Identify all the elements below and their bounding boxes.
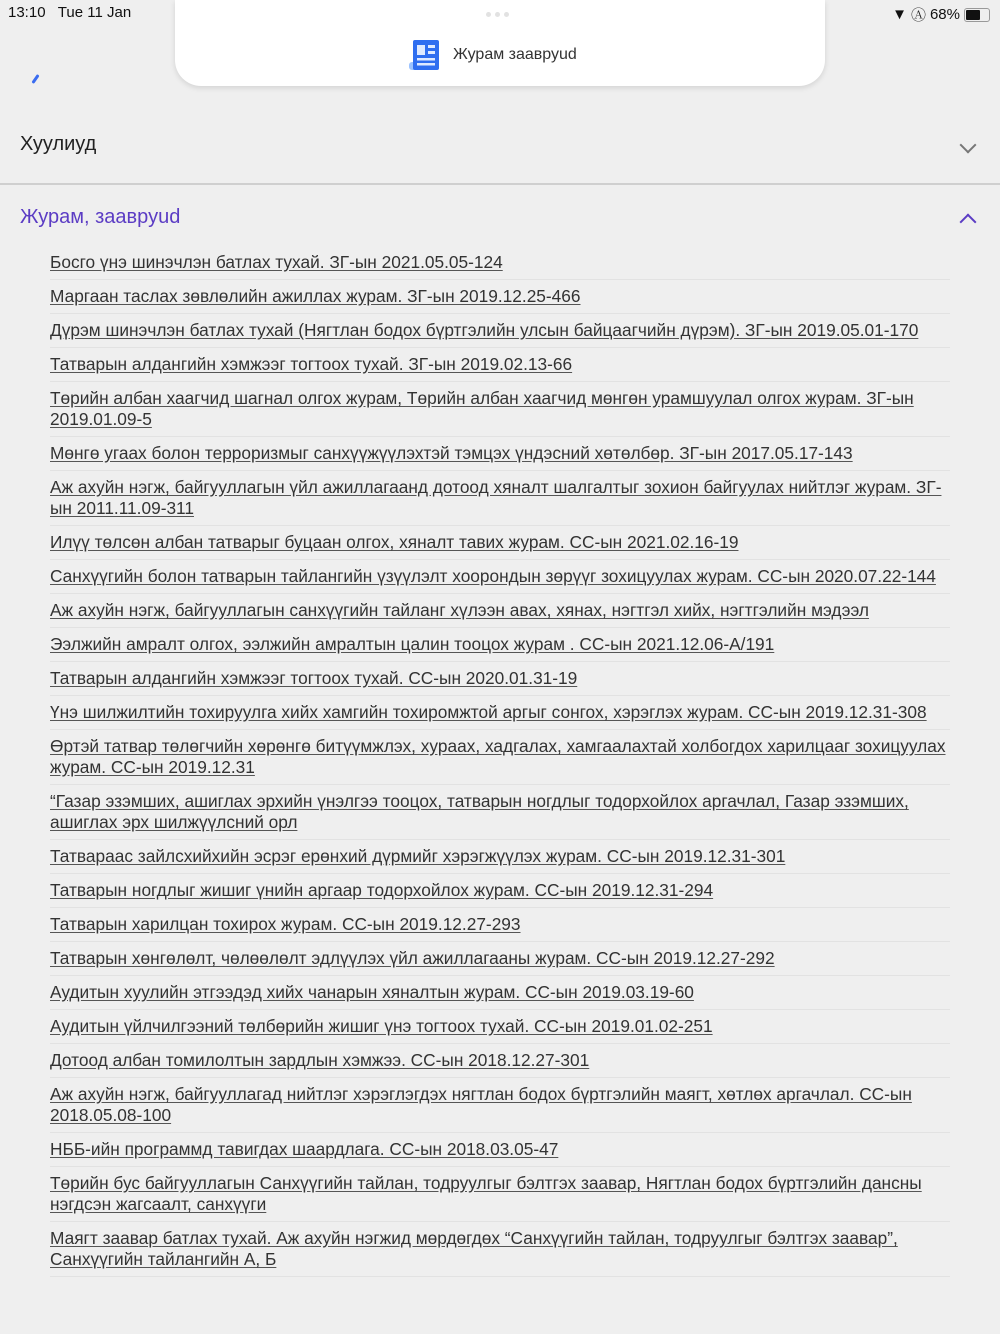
- battery-fill: [966, 10, 980, 20]
- regulation-link[interactable]: Татварын алдангийн хэмжээг тогтоох тухай. СС-ын 2020.01.31-19: [50, 668, 578, 688]
- regulation-link[interactable]: “Газар эзэмших, ашиглах эрхийн үнэлгээ тооцох, татварын ногдлыг тодорхойлох аргачлал, Газар эзэмших, ашиглах эрх шилжүүлсний орл: [50, 791, 909, 832]
- list-item: [50, 1044, 950, 1078]
- list-item: [50, 662, 950, 696]
- list-item: [50, 1222, 950, 1277]
- list-item: [50, 314, 950, 348]
- list-item: [50, 628, 950, 662]
- list-item: [50, 437, 950, 471]
- wifi-icon: ▼: [892, 6, 907, 23]
- chevron-down-icon: [960, 136, 977, 153]
- section-regulations[interactable]: [0, 206, 1000, 229]
- regulation-link[interactable]: Маргаан таслах зөвлөлийн ажиллах журам. ЗГ-ын 2019.12.25-466: [50, 286, 581, 306]
- status-right: [892, 4, 990, 25]
- list-item: [50, 942, 950, 976]
- list-item: [50, 560, 950, 594]
- list-item: [50, 246, 950, 280]
- list-item: [50, 526, 950, 560]
- app-header-card: [175, 0, 825, 86]
- list-item: [50, 280, 950, 314]
- app-title: [407, 38, 577, 72]
- status-time: 13:10: [8, 4, 46, 21]
- section-laws-title: Хуулиуд: [20, 133, 97, 155]
- regulations-list: [50, 246, 950, 1277]
- list-item: [50, 874, 950, 908]
- document-icon: [407, 38, 441, 72]
- regulation-link[interactable]: Төрийн албан хаагчид шагнал олгох журам, Төрийн албан хаагчид мөнгөн урамшуулал олгох журам. ЗГ-ын 2019.01.09-5: [50, 388, 914, 429]
- app-title-text: Журам заавруud: [453, 46, 577, 63]
- regulation-link[interactable]: Татварын хөнгөлөлт, чөлөөлөлт эдлүүлэх үйл ажиллагааны журам. СС-ын 2019.12.27-292: [50, 948, 775, 968]
- regulation-link[interactable]: Аж ахуйн нэгж, байгууллагад нийтлэг хэрэглэгдэх нягтлан бодох бүртгэлийн маягт, хөтлөх аргачлал. СС-ын 2018.05.08-100: [50, 1084, 912, 1125]
- regulation-link[interactable]: Татварын алдангийн хэмжээг тогтоох тухай. ЗГ-ын 2019.02.13-66: [50, 354, 573, 374]
- section-laws[interactable]: [0, 133, 1000, 156]
- chevron-up-icon: [960, 213, 977, 230]
- back-icon[interactable]: [31, 74, 39, 84]
- regulation-link[interactable]: Татварын харилцан тохирох журам. СС-ын 2019.12.27-293: [50, 914, 521, 934]
- list-item: [50, 908, 950, 942]
- regulation-link[interactable]: Дүрэм шинэчлэн батлах тухай (Нягтлан бодох бүртгэлийн улсын байцаагчийн дүрэм). ЗГ-ын 2019.05.01-170: [50, 320, 919, 340]
- list-item: [50, 1133, 950, 1167]
- status-date: Tue 11 Jan: [57, 4, 132, 21]
- list-item: [50, 696, 950, 730]
- list-item: [50, 382, 950, 437]
- list-item: [50, 348, 950, 382]
- regulation-link[interactable]: Дотоод албан томилолтын зардлын хэмжээ. СС-ын 2018.12.27-301: [50, 1050, 590, 1070]
- section-regulations-title: Журам, заавруud: [20, 206, 181, 228]
- regulation-link[interactable]: Санхүүгийн болон татварын тайлангийн үзүүлэлт хоорондын зөрүүг зохицуулах журам. СС-ын 2020.07.22-144: [50, 566, 936, 586]
- list-item: [50, 1010, 950, 1044]
- battery-icon: [964, 8, 990, 22]
- regulation-link[interactable]: Төрийн бус байгууллагын Санхүүгийн тайлан, тодруулгыг бэлтгэх заавар, Нягтлан бодох бүртгэлийн дансны нэгдсэн жагсаалт, санхүүги: [50, 1173, 922, 1214]
- regulation-link[interactable]: Өртэй татвар төлөгчийн хөрөнгө битүүмжлэх, хураах, хадгалах, хамгаалахтай холбогдох харилцааг зохицуулах журам. СС-ын 2019.12.31: [50, 736, 946, 777]
- regulation-link[interactable]: Аудитын үйлчилгээний төлбөрийн жишиг үнэ тогтоох тухай. СС-ын 2019.01.02-251: [50, 1016, 713, 1036]
- list-item: [50, 976, 950, 1010]
- regulation-link[interactable]: Татварын ногдлыг жишиг үнийн аргаар тодорхойлох журам. СС-ын 2019.12.31-294: [50, 880, 714, 900]
- section-divider: [0, 183, 1000, 185]
- regulation-link[interactable]: Татвараас зайлсхийхийн эсрэг ерөнхий дүрмийг хэрэгжүүлэх журам. СС-ын 2019.12.31-301: [50, 846, 786, 866]
- list-item: [50, 730, 950, 785]
- list-item: [50, 1167, 950, 1222]
- battery-percent: 68%: [929, 6, 960, 23]
- list-item: [50, 1078, 950, 1133]
- list-item: [50, 471, 950, 526]
- regulation-link[interactable]: Үнэ шилжилтийн тохируулга хийх хамгийн тохиромжтой аргыг сонгох, хэрэглэх журам. СС-ын 2019.12.31-308: [50, 702, 927, 722]
- regulation-link[interactable]: Маягт заавар батлах тухай. Аж ахуйн нэгжид мөрдөгдөх “Санхүүгийн тайлан, тодруулгыг бэлтгэх заавар”, Санхүүгийн тайлангийн А, Б: [50, 1228, 898, 1269]
- regulation-link[interactable]: Аж ахуйн нэгж, байгууллагын санхүүгийн тайланг хүлээн авах, хянах, нэгтгэл хийх, нэгтгэлийн мэдээл: [50, 600, 870, 620]
- status-time-date: [8, 4, 131, 21]
- orientation-lock-icon: Ⓐ: [910, 7, 926, 24]
- regulation-link[interactable]: НББ-ийн программд тавигдах шаардлага. СС-ын 2018.03.05-47: [50, 1139, 559, 1159]
- regulation-link[interactable]: Аж ахуйн нэгж, байгууллагын үйл ажиллагаанд дотоод хяналт шалгалтыг зохион байгуулах нийтлэг журам. ЗГ-ын 2011.11.09-311: [50, 477, 942, 518]
- list-item: [50, 840, 950, 874]
- regulation-link[interactable]: Мөнгө угаах болон терроризмыг санхүүжүүлэхтэй тэмцэх үндэсний хөтөлбөр. ЗГ-ын 2017.05.17-143: [50, 443, 853, 463]
- regulation-link[interactable]: Ээлжийн амралт олгох, ээлжийн амралтын цалин тооцох журам . СС-ын 2021.12.06-А/191: [50, 634, 775, 654]
- regulation-link[interactable]: Илүү төлсөн албан татварыг буцаан олгох, хяналт тавих журам. СС-ын 2021.02.16-19: [50, 532, 739, 552]
- regulation-link[interactable]: Босго үнэ шинэчлэн батлах тухай. ЗГ-ын 2021.05.05-124: [50, 252, 503, 272]
- list-item: [50, 785, 950, 840]
- list-item: [50, 594, 950, 628]
- regulation-link[interactable]: Аудитын хуулийн этгээдэд хийх чанарын хяналтын журам. СС-ын 2019.03.19-60: [50, 982, 694, 1002]
- multitasking-handle[interactable]: [486, 12, 509, 17]
